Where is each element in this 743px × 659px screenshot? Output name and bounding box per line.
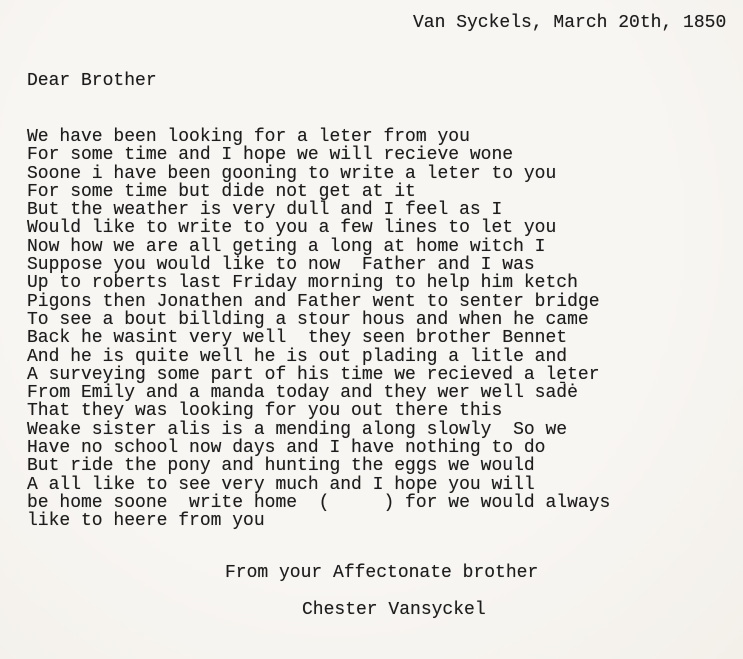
letter-line: We have been looking for a leter from you [27, 127, 470, 147]
letter-line: Soone i have been gooning to write a leter to you [27, 163, 557, 184]
letter-line: To see a bout billding a stour hous and when he came [27, 309, 589, 330]
letter-line: Up to roberts last Friday morning to help him ketch [27, 273, 578, 294]
dateline: Van Syckels, March 20th, 1850 [413, 13, 727, 33]
letter-line: Have no school now days and I have nothing to do [27, 438, 546, 459]
salutation: Dear Brother [27, 71, 157, 91]
letter-line: Back he wasint very well they seen brother Bennet [27, 328, 568, 349]
letter-line: Suppose you would like to now Father and I was [27, 255, 535, 276]
letter-line: That they was looking for you out there this [27, 401, 503, 422]
letter-line: From Emily and a manda today and they wer well sad̄ė [27, 383, 578, 404]
letter-line: But the weather is very dull and I feel as I [27, 200, 503, 221]
letter-line: Pigons then Jonathen and Father went to senter bridge [27, 291, 600, 312]
letter-line: And he is quite well he is out plading a litle and [27, 346, 568, 367]
letter-line: like to heere from you [27, 511, 265, 532]
letter-line: Weake sister alis is a mending along slowly So we [27, 419, 568, 440]
letter-line: For some time but dide not get at it [27, 181, 416, 202]
letter-line: be home soone write home ( ) for we would always [27, 492, 611, 513]
letter-line: But ride the pony and hunting the eggs we would [27, 456, 535, 477]
letter-line: Now how we are all geting a long at home witch I [27, 236, 546, 257]
letter-line: A all like to see very much and I hope you will [27, 474, 535, 495]
closing-line: From your Affectonate brother [225, 563, 539, 583]
letter-body [27, 128, 610, 531]
letter-line: Would like to write to you a few lines to let you [27, 218, 557, 239]
letter-line: For some time and I hope we will recieve wone [27, 145, 514, 166]
letter-line: A surveying some part of his time we recieved a leter [27, 364, 600, 385]
signature-name: Chester Vansyckel [302, 600, 486, 620]
